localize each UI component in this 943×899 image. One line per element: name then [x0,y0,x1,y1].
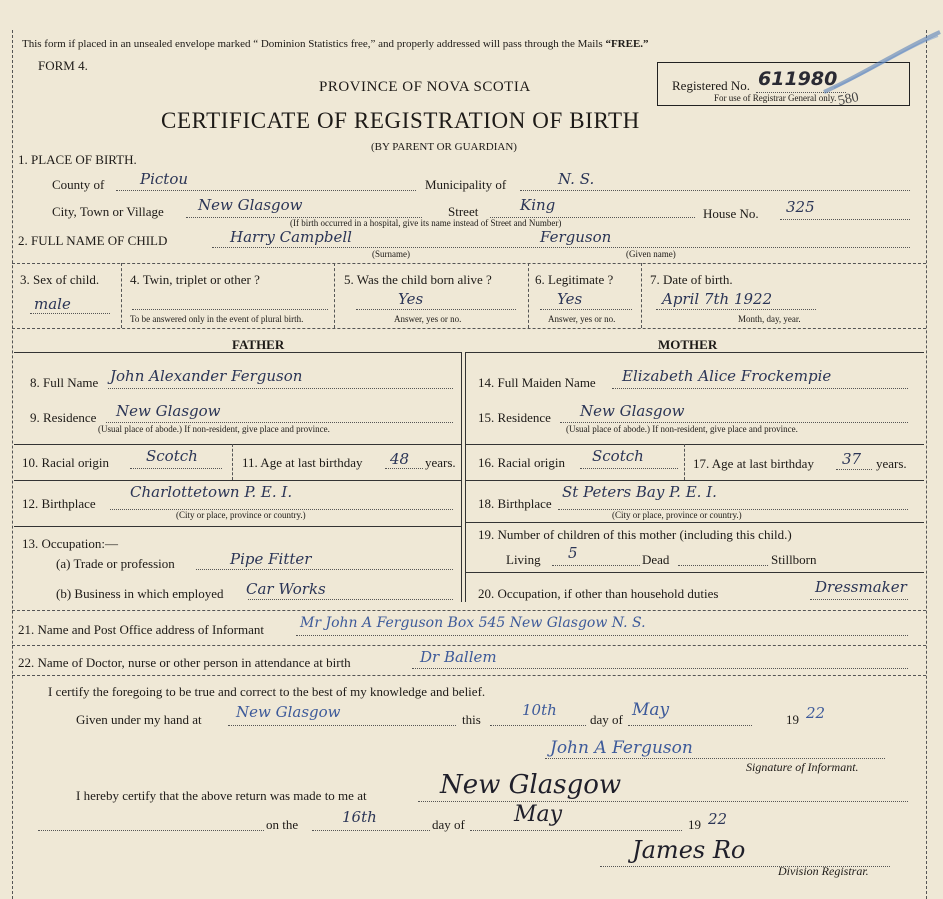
right-border [926,30,927,899]
legitimate-label: 6. Legitimate ? [535,272,614,287]
legitimate-value: Yes [557,290,583,308]
registrar-year-value: 22 [708,810,728,828]
twin-label: 4. Twin, triplet or other ? [130,272,260,287]
father-birthplace-label: 12. Birthplace [22,496,96,511]
mother-age-label: 17. Age at last birthday [693,456,814,471]
doctor-value: Dr Ballem [420,648,497,666]
street-value: King [520,196,556,214]
mother-heading: MOTHER [658,337,718,352]
mail-notice-free: “FREE.” [605,38,649,50]
mother-age-value: 37 [842,450,862,468]
living-value: 5 [568,544,578,562]
given-day-value: 10th [522,701,557,719]
mother-occupation-value: Dressmaker [815,578,907,596]
born-alive-value: Yes [398,290,424,308]
trade-label: (a) Trade or profession [56,556,175,571]
mother-residence-note: (Usual place of abode.) If non-resident, give place and province. [566,424,798,434]
registrar-day-value: 16th [342,808,377,826]
father-age-unit: years. [425,455,456,470]
mother-name-value: Elizabeth Alice Frockempie [622,367,832,385]
registrar-use-note: For use of Registrar General only. [714,93,837,103]
mother-name-label: 14. Full Maiden Name [478,375,596,390]
father-residence-label: 9. Residence [30,410,97,425]
father-racial-value: Scotch [146,447,198,465]
place-of-birth-heading: 1. PLACE OF BIRTH. [18,152,137,167]
children-count-label: 19. Number of children of this mother (including this child.) [478,527,792,542]
subtitle: (BY PARENT OR GUARDIAN) [371,141,517,153]
city-value: New Glasgow [198,196,303,214]
sex-value: male [34,295,71,313]
registrar-month-value: May [514,802,563,827]
county-label: County of [52,177,105,192]
mother-racial-label: 16. Racial origin [478,455,566,470]
stillborn-label: Stillborn [771,552,817,567]
father-age-value: 48 [390,450,410,468]
year-prefix: 19 [786,712,799,727]
county-value: Pictou [140,170,189,188]
child-surname-value: Ferguson [540,228,612,246]
surname-caption: (Surname) [372,249,410,259]
dob-caption: Month, day, year. [738,314,801,324]
father-birthplace-caption: (City or place, province or country.) [176,510,306,520]
dob-label: 7. Date of birth. [650,272,733,287]
registered-number: 611980 [758,68,838,90]
dob-value: April 7th 1922 [662,290,773,308]
child-name-label: 2. FULL NAME OF CHILD [18,233,168,248]
house-label: House No. [703,206,759,221]
house-value: 325 [786,198,815,216]
struck-annotation: 580 [836,89,861,110]
father-name-label: 8. Full Name [30,375,99,390]
father-name-value: John Alexander Ferguson [110,367,303,385]
born-alive-caption: Answer, yes or no. [394,314,462,324]
given-year-value: 22 [806,704,826,722]
business-label: (b) Business in which employed [56,586,224,601]
mother-age-unit: years. [876,456,907,471]
doctor-label: 22. Name of Doctor, nurse or other person in attendance at birth [18,655,351,670]
informant-signature-caption: Signature of Informant. [746,760,859,774]
certify-statement: I certify the foregoing to be true and correct to the best of my knowledge and belief. [48,684,486,699]
mother-racial-value: Scotch [592,447,644,465]
father-age-label: 11. Age at last birthday [242,455,363,470]
sex-label: 3. Sex of child. [20,272,100,287]
registrar-year-prefix: 19 [688,817,701,832]
blue-pencil-stroke [820,28,943,98]
registrar-dayof-label: day of [432,817,465,832]
registrar-statement: I hereby certify that the above return was made to me at [76,788,367,803]
mother-birthplace-caption: (City or place, province or country.) [612,510,742,520]
given-month-value: May [632,700,670,720]
mother-occupation-label: 20. Occupation, if other than household duties [478,586,719,601]
mother-birthplace-value: St Peters Bay P. E. I. [562,483,717,501]
father-birthplace-value: Charlottetown P. E. I. [130,483,293,501]
occupation-heading: 13. Occupation:— [22,536,119,551]
registrar-place-value: New Glasgow [440,770,622,800]
day-of-label: day of [590,712,623,727]
this-label: this [462,712,481,727]
given-at-value: New Glasgow [236,703,341,721]
mail-notice [22,38,649,50]
given-name-caption: (Given name) [626,249,676,259]
twin-note: To be answered only in the event of plural birth. [130,314,304,324]
father-residence-value: New Glasgow [116,402,221,420]
child-given-name-value: Harry Campbell [230,228,352,246]
living-label: Living [506,552,541,567]
hospital-note: (If birth occurred in a hospital, give its name instead of Street and Number) [290,218,562,228]
father-racial-label: 10. Racial origin [22,455,110,470]
business-value: Car Works [246,580,326,598]
street-label: Street [448,204,479,219]
legitimate-caption: Answer, yes or no. [548,314,616,324]
form-number: FORM 4. [38,58,88,73]
father-residence-note: (Usual place of abode.) If non-resident, give place and province. [98,424,330,434]
mother-birthplace-label: 18. Birthplace [478,496,552,511]
province: PROVINCE OF NOVA SCOTIA [319,79,531,95]
mother-residence-value: New Glasgow [580,402,685,420]
born-alive-label: 5. Was the child born alive ? [344,272,492,287]
registrar-on-label: on the [266,817,299,832]
registrar-signature: James Ro [632,836,746,864]
informant-label: 21. Name and Post Office address of Informant [18,622,264,637]
municipality-value: N. S. [558,170,595,188]
city-label: City, Town or Village [52,204,164,219]
informant-signature: John A Ferguson [550,738,693,758]
informant-value: Mr John A Ferguson Box 545 New Glasgow N. S. [300,615,646,631]
page-title: CERTIFICATE OF REGISTRATION OF BIRTH [161,108,640,133]
left-border [12,30,13,899]
father-heading: FATHER [232,337,285,352]
registered-label: Registered No. [672,78,750,93]
trade-value: Pipe Fitter [230,550,312,568]
municipality-label: Municipality of [425,177,507,192]
mail-notice-text: This form if placed in an unsealed envelope marked “ Dominion Statistics free,” and properly addressed will pass through the Mails [22,38,606,50]
given-at-label: Given under my hand at [76,712,202,727]
mother-residence-label: 15. Residence [478,410,551,425]
dead-label: Dead [642,552,670,567]
division-registrar-caption: Division Registrar. [778,864,869,878]
